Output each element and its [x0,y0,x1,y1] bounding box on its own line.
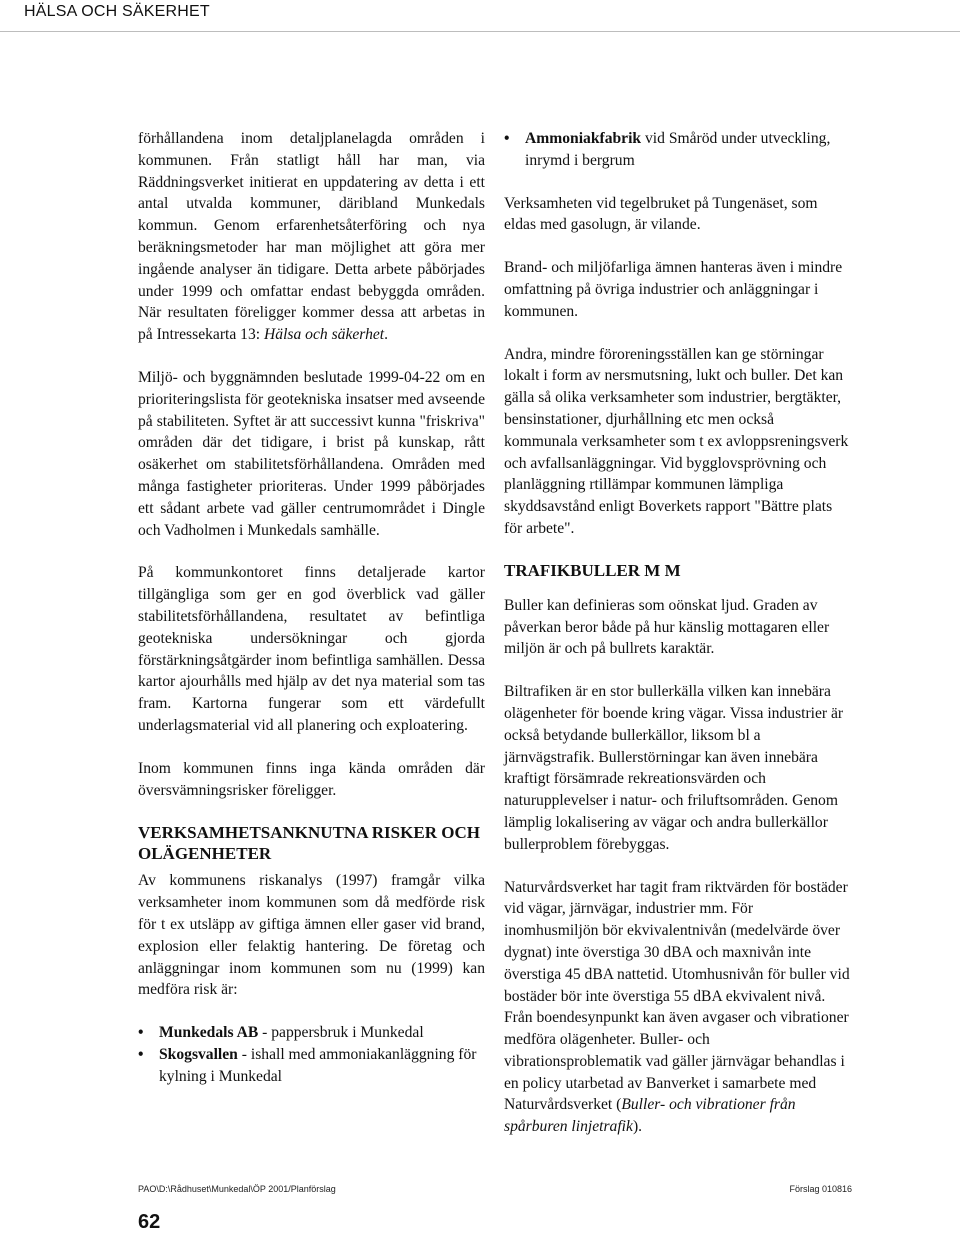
risk-list [138,1022,485,1087]
list-item-text: - ishall med ammoniakanläggning för kylning i Munkedal [159,1045,477,1085]
paragraph-flood-risk: Inom kommunen finns inga kända områden där översvämningsrisker föreligger. [138,759,485,799]
paragraph-brickworks: Verksamheten vid tegelbruket på Tungenäset, som eldas med gasolugn, är vilande. [504,194,818,234]
list-item-title: Ammoniakfabrik [525,130,642,147]
paragraph-hazardous-substances: Brand- och miljöfarliga ämnen hanteras även i mindre omfattning på övriga industrier och anläggningar i kommunen. [504,259,843,320]
paragraph-priority-list: Miljö- och byggnämnden beslutade 1999-04-22 om en prioriteringslista för geotekniska insatser med avseende på stabiliteten. Syftet är att successivt kunna "friskriva" områden där det tidigare, i brist på kunskap, rått osäkerhet om stabilitetsförhållandena. Områden med många fastigheter prioriteras. Under 1999 påbörjades ett sådant arbete vad gäller centrumområdet i Dingle och Vadholmen i Munkedals samhälle. [138,368,485,539]
list-item-title: Munkedals AB [159,1024,259,1042]
paragraph-pollution-sources: Andra, mindre föroreningsställen kan ge störningar lokalt i form av nersmutsning, lukt och buller. Det kan gälla så olika verksamheter som industrier, bergtäkter, bensinstationer, djurhållning etc men också kommunala verksamheter som t ex avloppsreningsverk och avfallsanläggningar. Vid bygglovsprövning och planläggning rtillämpar kommunen lämpliga skyddsavstånd enligt Boverkets rapport "Bättre plats för arbete". [504,345,849,537]
right-column [504,128,851,1159]
paragraph-text: förhållandena inom detaljplanelagda områden i kommunen. Från statligt håll har man, via Räddningsverket initierat en uppdatering av detta i ett antal utvalda kommuner, däribland Munkedals kommun. Genom erfarenhetsåterföring och nya beräkningsmetoder har man möjlighet att göra mer ingående analyser än tidigare. Detta arbete påbörjades under 1999 och omfattar endast bebyggda områden. När resultaten föreligger kommer dessa att arbetas in på Intressekarta 13: [138,130,485,344]
list-item [138,1022,485,1044]
list-item-text: - pappersbruk i Munkedal [258,1024,424,1042]
paragraph-text: Naturvårdsverket har tagit fram riktvärden för bostäder vid vägar, järnvägar, industrier mm. För inomhusmiljön bör ekvivalentnivån (medelvärde över dygnat) inte överstiga 30 dBA och maxnivån inte överstiga 45 dBA nattetid. Utomhusnivån för buller vid bostäder bör inte överstiga 55 dBA ekvivalent nivå. Från boendesynpunkt kan även avgaser och vibrationer medföra olägenheter. Buller- och vibrationsproblematik vad gäller järnvägar behandlas i en policy utarbetad av Banverket i samarbete med Naturvårdsverket ( [504,878,850,1114]
paragraph-noise-definition: Buller kan definieras som oönskat ljud. Graden av påverkan beror både på hur känslig mottagaren eller miljön är och på bullrets karaktär. [504,596,830,658]
list-item [504,128,851,172]
paragraph-risk-analysis: Av kommunens riskanalys (1997) framgår vilka verksamheter inom kommunen som då medförde risk för t ex utsläpp av giftiga ämnen eller gaser vid brand, explosion eller felaktig hantering. De företag och anläggningar inom kommunen som nu (1999) kan medföra risk är: [138,872,485,999]
paragraph-road-traffic: Biltrafiken är en stor bullerkälla vilken kan innebära olägenheter för boende kring vägar. Vissa industrier är också betydande bullerkällor, liksom bl a järnvägstrafik. Bullerstörningar kan även innebära kraftigt försämrade rekreationsvärden och naturupplevelser i natur- och friluftsområden. Genom lämplig lokalisering av vägar och andra bullerkällor bullerproblem förebyggas. [504,683,844,853]
report-reference: Buller- och vibrationer från spårburen linjetrafik [504,1096,796,1136]
section-title: HÄLSA OCH SÄKERHET [24,3,210,20]
list-item-text: vid Småröd under utveckling, inrymd i bergrum [525,130,831,169]
heading-traffic-noise: TRAFIKBULLER M M [504,560,681,580]
paragraph-local-plans [138,128,485,346]
page-header [0,0,960,32]
risk-list-continued [504,128,851,172]
footer-file-path: PAO\D:\Rådhuset\Munkedal\ÖP 2001/Planförslag [138,1184,336,1194]
paragraph-maps: På kommunkontoret finns detaljerade kartor tillgängliga som ger en god överblick vad gäller stabilitetsförhållandena, resultatet av befintliga geotekniska undersökningar och gjorda förstärkningsåtgärder inom befintliga samhällen. Dessa kartor ajourhålls med hjälp av det nya material som tas fram. Kartorna fungerar som ett värdefullt underlagsmaterial vid all planering och exploatering. [138,564,485,734]
map-reference: Hälsa och säkerhet [264,326,385,344]
heading-business-risks: VERKSAMHETSANKNUTNA RISKER OCH OLÄGENHETER [138,823,480,864]
paragraph-end: ). [632,1118,643,1136]
bullet-icon: • [138,1045,144,1063]
list-item [138,1044,485,1088]
page-number: 62 [138,1211,161,1233]
footer-version: Förslag 010816 [789,1184,852,1194]
left-column [138,128,485,1087]
bullet-icon: • [504,130,510,147]
bullet-icon: • [138,1024,144,1042]
list-item-title: Skogsvallen [159,1045,238,1063]
paragraph-guideline-values [504,877,851,1139]
paragraph-end: . [384,326,389,344]
